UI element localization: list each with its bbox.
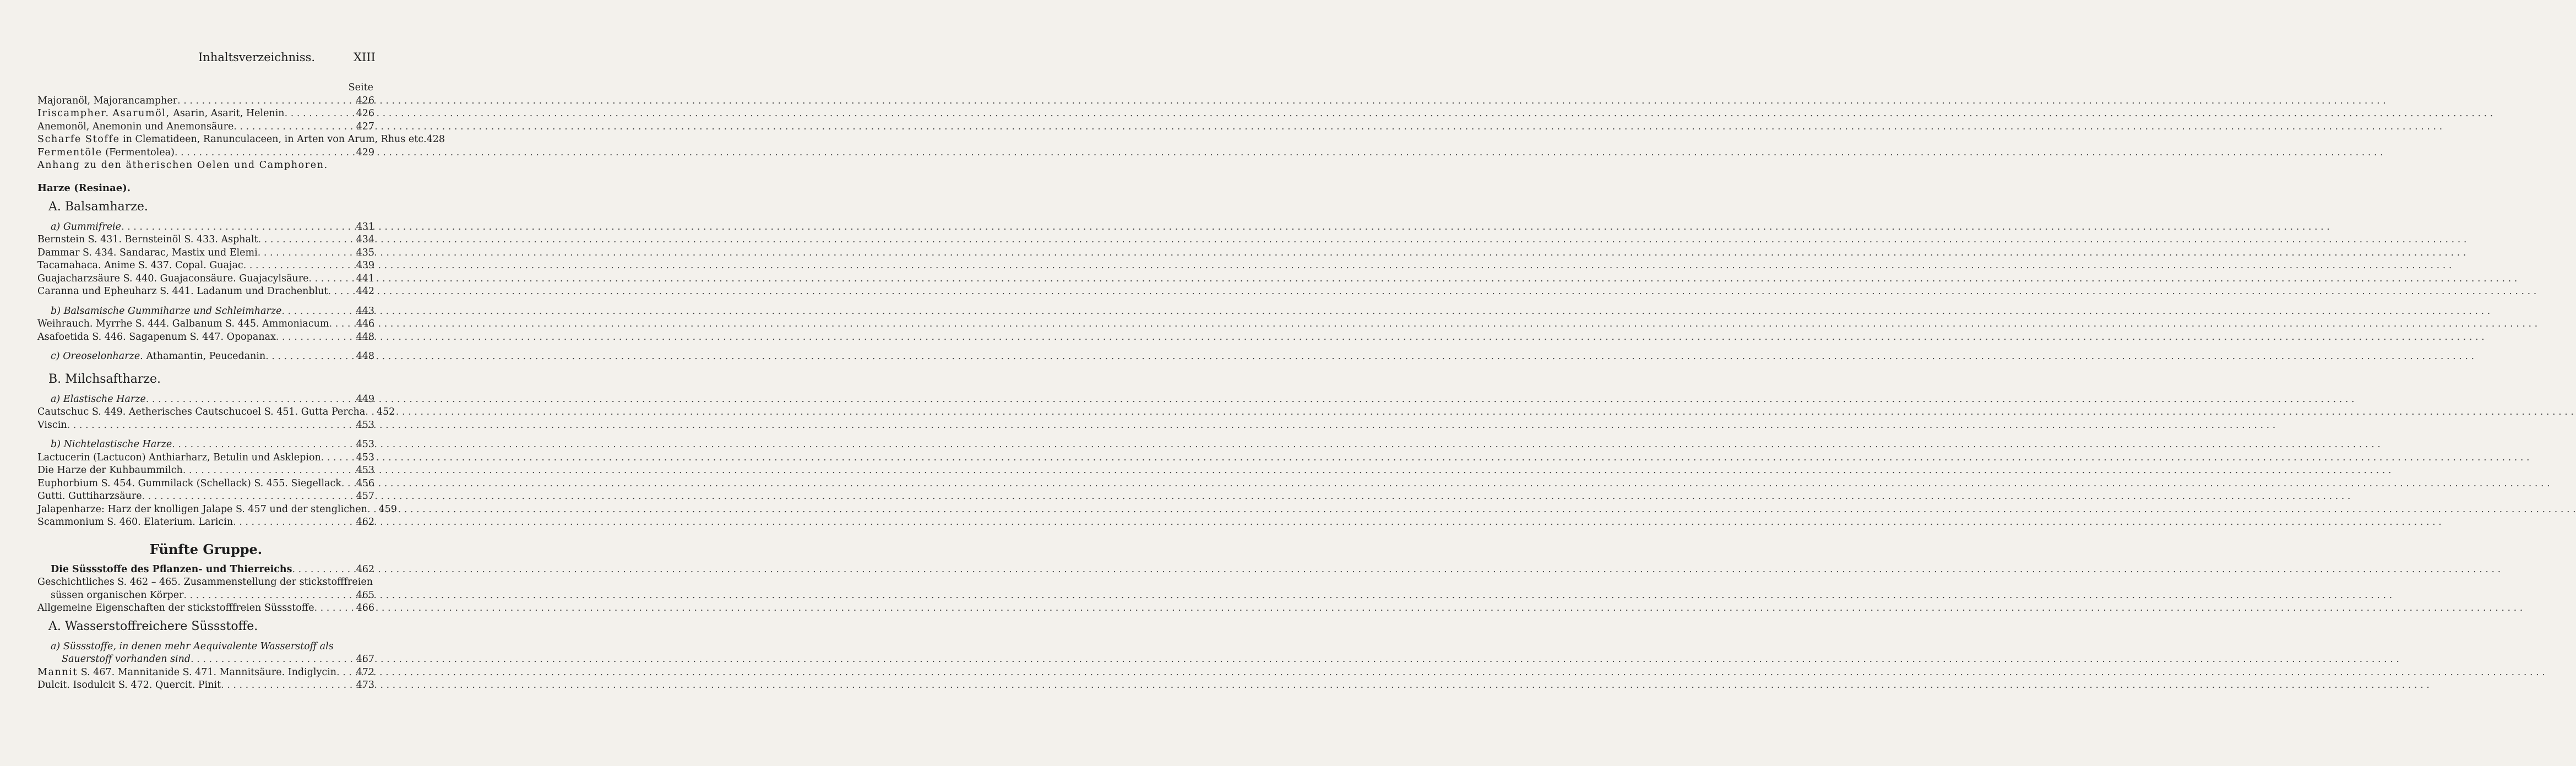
toc-entry[interactable] bbox=[37, 318, 374, 331]
entry-detail: in Clematideen, Ranunculaceen, in Arten von Arum, Rhus etc. bbox=[123, 134, 427, 145]
leader-dots bbox=[276, 331, 350, 344]
entry-text: Dulcit. Isodulcit S. 472. Quercit. Pinit bbox=[37, 680, 221, 691]
toc-entry[interactable] bbox=[37, 666, 374, 680]
toc-entry[interactable] bbox=[37, 464, 374, 477]
anhang-line bbox=[37, 159, 374, 172]
entry-text: Viscin bbox=[37, 419, 67, 431]
entry-text: Lactucerin (Lactucon) Anthiarharz, Betulin und Asklepion bbox=[37, 452, 321, 463]
entry-page: 442 bbox=[356, 286, 374, 297]
entry-text: Geschichtliches S. 462 – 465. Zusammenstellung der stickstofffreien bbox=[37, 577, 373, 588]
toc-entry[interactable] bbox=[37, 107, 374, 121]
entry-detail: Asarin, Asarit, Helenin bbox=[173, 108, 285, 119]
toc-entry[interactable] bbox=[37, 259, 374, 273]
entry-text: Scammonium S. 460. Elaterium. Laricin bbox=[37, 517, 233, 528]
leader-dots bbox=[365, 406, 371, 419]
toc-entry[interactable] bbox=[37, 121, 374, 134]
leader-dots bbox=[292, 563, 350, 577]
leader-dots bbox=[314, 602, 350, 615]
entry-page: 453 bbox=[356, 465, 374, 476]
entry-page: 446 bbox=[356, 318, 374, 329]
entry-text: Tacamahaca. Anime S. 437. Copal. Guajac bbox=[37, 260, 243, 271]
entry-page: 449 bbox=[356, 393, 374, 405]
toc-entry-line1[interactable] bbox=[37, 576, 374, 589]
book-page bbox=[0, 0, 445, 766]
entry-text bbox=[51, 350, 265, 363]
toc-entry[interactable] bbox=[37, 503, 397, 517]
entry-page: 435 bbox=[356, 247, 374, 258]
entry-page: 441 bbox=[356, 273, 374, 284]
entry-text: Caranna und Epheuharz S. 441. Ladanum und Drachenblut bbox=[37, 286, 328, 297]
subsection-entry-line1[interactable] bbox=[37, 640, 374, 654]
entry-page: 429 bbox=[356, 146, 374, 158]
leader-dots bbox=[172, 438, 350, 452]
entry-detail: (Fermentolea) bbox=[105, 146, 175, 158]
entry-page: 453 bbox=[356, 419, 374, 431]
leader-dots bbox=[146, 393, 350, 406]
entry-page: 426 bbox=[356, 95, 374, 106]
leader-dots bbox=[183, 589, 350, 602]
toc-entry[interactable] bbox=[37, 285, 374, 298]
entry-page: 462 bbox=[356, 517, 374, 528]
subsection-entry[interactable] bbox=[37, 653, 374, 666]
subsection-label: Sauerstoff vorhanden sind bbox=[62, 654, 191, 665]
toc-entry[interactable] bbox=[37, 563, 374, 577]
subsection-entry[interactable] bbox=[37, 305, 374, 318]
entry-page: 452 bbox=[376, 406, 395, 417]
toc-entry[interactable] bbox=[37, 452, 374, 465]
leader-dots bbox=[281, 305, 350, 318]
entry-page: 453 bbox=[356, 439, 374, 450]
leader-dots bbox=[67, 419, 350, 432]
toc-entry[interactable] bbox=[37, 477, 374, 491]
entry-text: Asafoetida S. 446. Sagapenum S. 447. Opopanax bbox=[37, 331, 276, 343]
entry-page: 426 bbox=[356, 108, 374, 119]
entry-page: 434 bbox=[356, 234, 374, 245]
seite-label: Seite bbox=[348, 82, 373, 93]
entry-page: 459 bbox=[378, 503, 397, 515]
entry-text: Allgemeine Eigenschaften der stickstofffreien Süssstoffe bbox=[37, 602, 314, 613]
leader-dots bbox=[329, 318, 351, 331]
toc-entry[interactable] bbox=[37, 490, 374, 503]
entry-page: 473 bbox=[356, 680, 374, 691]
leader-dots bbox=[328, 285, 350, 298]
toc-entry[interactable] bbox=[37, 95, 374, 108]
toc-entry[interactable] bbox=[37, 146, 374, 160]
toc-entry[interactable] bbox=[37, 406, 395, 419]
entry-text bbox=[37, 133, 427, 146]
entry-detail: S. 467. Mannitanide S. 471. Mannitsäure. Indiglycin bbox=[80, 666, 337, 678]
entry-text: Majoranöl, Majorancampher bbox=[37, 95, 178, 106]
entry-page: 439 bbox=[356, 260, 374, 271]
entry-page: 466 bbox=[356, 602, 374, 613]
entry-text: Anemonöl, Anemonin und Anemonsäure bbox=[37, 121, 234, 132]
entry-page: 472 bbox=[356, 666, 374, 678]
entry-page: 462 bbox=[356, 563, 374, 575]
anhang-text: Anhang zu den ätherischen Oelen und Camphoren. bbox=[37, 160, 328, 171]
subsection-label: a) Gummifreie bbox=[51, 221, 122, 232]
subsection-entry[interactable] bbox=[37, 393, 374, 406]
entry-text: Cautschuc S. 449. Aetherisches Cautschucoel S. 451. Gutta Percha bbox=[37, 406, 366, 417]
leader-dots bbox=[285, 107, 350, 121]
leader-dots bbox=[233, 121, 350, 134]
toc-entry[interactable] bbox=[37, 233, 374, 247]
entry-text: süssen organischen Körper bbox=[51, 589, 184, 601]
leader-dots bbox=[175, 146, 350, 160]
entry-page: 448 bbox=[356, 351, 374, 362]
entry-text bbox=[37, 666, 336, 680]
entry-page: 465 bbox=[356, 589, 374, 601]
harze-heading: Harze (Resinae). bbox=[37, 182, 131, 194]
entry-page: 456 bbox=[356, 477, 374, 489]
toc-entry[interactable] bbox=[37, 133, 445, 146]
entry-text: Dammar S. 434. Sandarac, Mastix und Elemi bbox=[37, 247, 258, 258]
subsection-entry[interactable] bbox=[37, 221, 374, 234]
section-title-milchsaftharze: B. Milchsaftharze. bbox=[48, 372, 161, 386]
leader-dots bbox=[321, 452, 350, 465]
entry-text bbox=[37, 107, 285, 121]
leader-dots bbox=[191, 653, 350, 666]
header-page-number: XIII bbox=[354, 51, 376, 64]
subsection-label: b) Balsamische Gummiharze und Schleimharze bbox=[51, 305, 282, 317]
entry-text: Gutti. Guttiharzsäure bbox=[37, 491, 142, 502]
entry-page: 431 bbox=[356, 221, 374, 232]
entry-text: Die Harze der Kuhbaummilch bbox=[37, 465, 183, 476]
toc-entry[interactable] bbox=[37, 273, 374, 286]
subsection-label: a) Süssstoffe, in denen mehr Aequivalente Wasserstoff als bbox=[51, 640, 334, 652]
entry-text: Euphorbium S. 454. Gummilack (Schellack) S. 455. Siegellack bbox=[37, 477, 341, 489]
entry-page: 457 bbox=[356, 491, 374, 502]
leader-dots bbox=[341, 477, 350, 491]
leader-dots bbox=[265, 350, 350, 363]
leader-dots bbox=[336, 666, 350, 680]
subsection-label: c) Oreoselonharze. bbox=[51, 351, 143, 362]
leader-dots bbox=[142, 490, 350, 503]
entry-text: Weihrauch. Myrrhe S. 444. Galbanum S. 445. Ammoniacum bbox=[37, 318, 329, 329]
entry-page: 448 bbox=[356, 331, 374, 343]
subsection-label: b) Nichtelastische Harze bbox=[51, 439, 172, 450]
subsection-label: a) Elastische Harze bbox=[51, 393, 146, 405]
subsection-entry[interactable] bbox=[37, 438, 374, 452]
entry-term: Fermentöle bbox=[37, 146, 102, 158]
toc-entry[interactable] bbox=[37, 602, 374, 615]
section-title-wasserstoffreichere: A. Wasserstoffreichere Süssstoffe. bbox=[48, 619, 258, 633]
leader-dots bbox=[309, 273, 350, 286]
entry-term: Iriscampher. bbox=[37, 108, 110, 119]
entry-page: 443 bbox=[356, 305, 374, 317]
leader-dots bbox=[183, 464, 350, 477]
leader-dots bbox=[243, 259, 350, 273]
entry-term: Asarumöl, bbox=[112, 108, 170, 119]
group-title: Fünfte Gruppe. bbox=[149, 541, 263, 557]
toc-entry[interactable] bbox=[37, 516, 374, 529]
leader-dots bbox=[177, 95, 350, 108]
leader-dots bbox=[258, 233, 350, 247]
entry-text: Die Süssstoffe des Pflanzen- und Thierreichs bbox=[51, 563, 292, 575]
entry-detail: Athamantin, Peucedanin bbox=[146, 351, 266, 362]
leader-dots bbox=[221, 679, 350, 692]
section-title-balsamharze: A. Balsamharze. bbox=[48, 199, 148, 214]
entry-term: Mannit bbox=[37, 666, 78, 678]
toc-entry[interactable] bbox=[37, 679, 374, 692]
entry-text bbox=[37, 146, 175, 160]
toc-entry[interactable] bbox=[37, 419, 374, 432]
table-of-contents bbox=[37, 82, 445, 692]
leader-dots bbox=[121, 221, 350, 234]
leader-dots bbox=[367, 503, 373, 517]
entry-page: 427 bbox=[356, 121, 374, 132]
leader-dots bbox=[233, 516, 350, 529]
entry-term: Scharfe Stoffe bbox=[37, 134, 120, 145]
toc-entry[interactable] bbox=[37, 589, 374, 602]
entry-page: 428 bbox=[426, 134, 445, 145]
toc-entry[interactable] bbox=[37, 331, 374, 344]
entry-text: Bernstein S. 431. Bernsteinöl S. 433. Asphalt bbox=[37, 234, 258, 245]
subsection-entry[interactable] bbox=[37, 350, 374, 363]
entry-text: Guajacharzsäure S. 440. Guajaconsäure. Guajacylsäure bbox=[37, 273, 309, 284]
entry-page: 453 bbox=[356, 452, 374, 463]
header-title: Inhaltsverzeichniss. bbox=[198, 51, 316, 64]
entry-page: 467 bbox=[356, 654, 374, 665]
toc-entry[interactable] bbox=[37, 247, 374, 260]
leader-dots bbox=[258, 247, 350, 260]
entry-text: Jalapenharze: Harz der knolligen Jalape S. 457 und der stenglichen bbox=[37, 503, 367, 515]
